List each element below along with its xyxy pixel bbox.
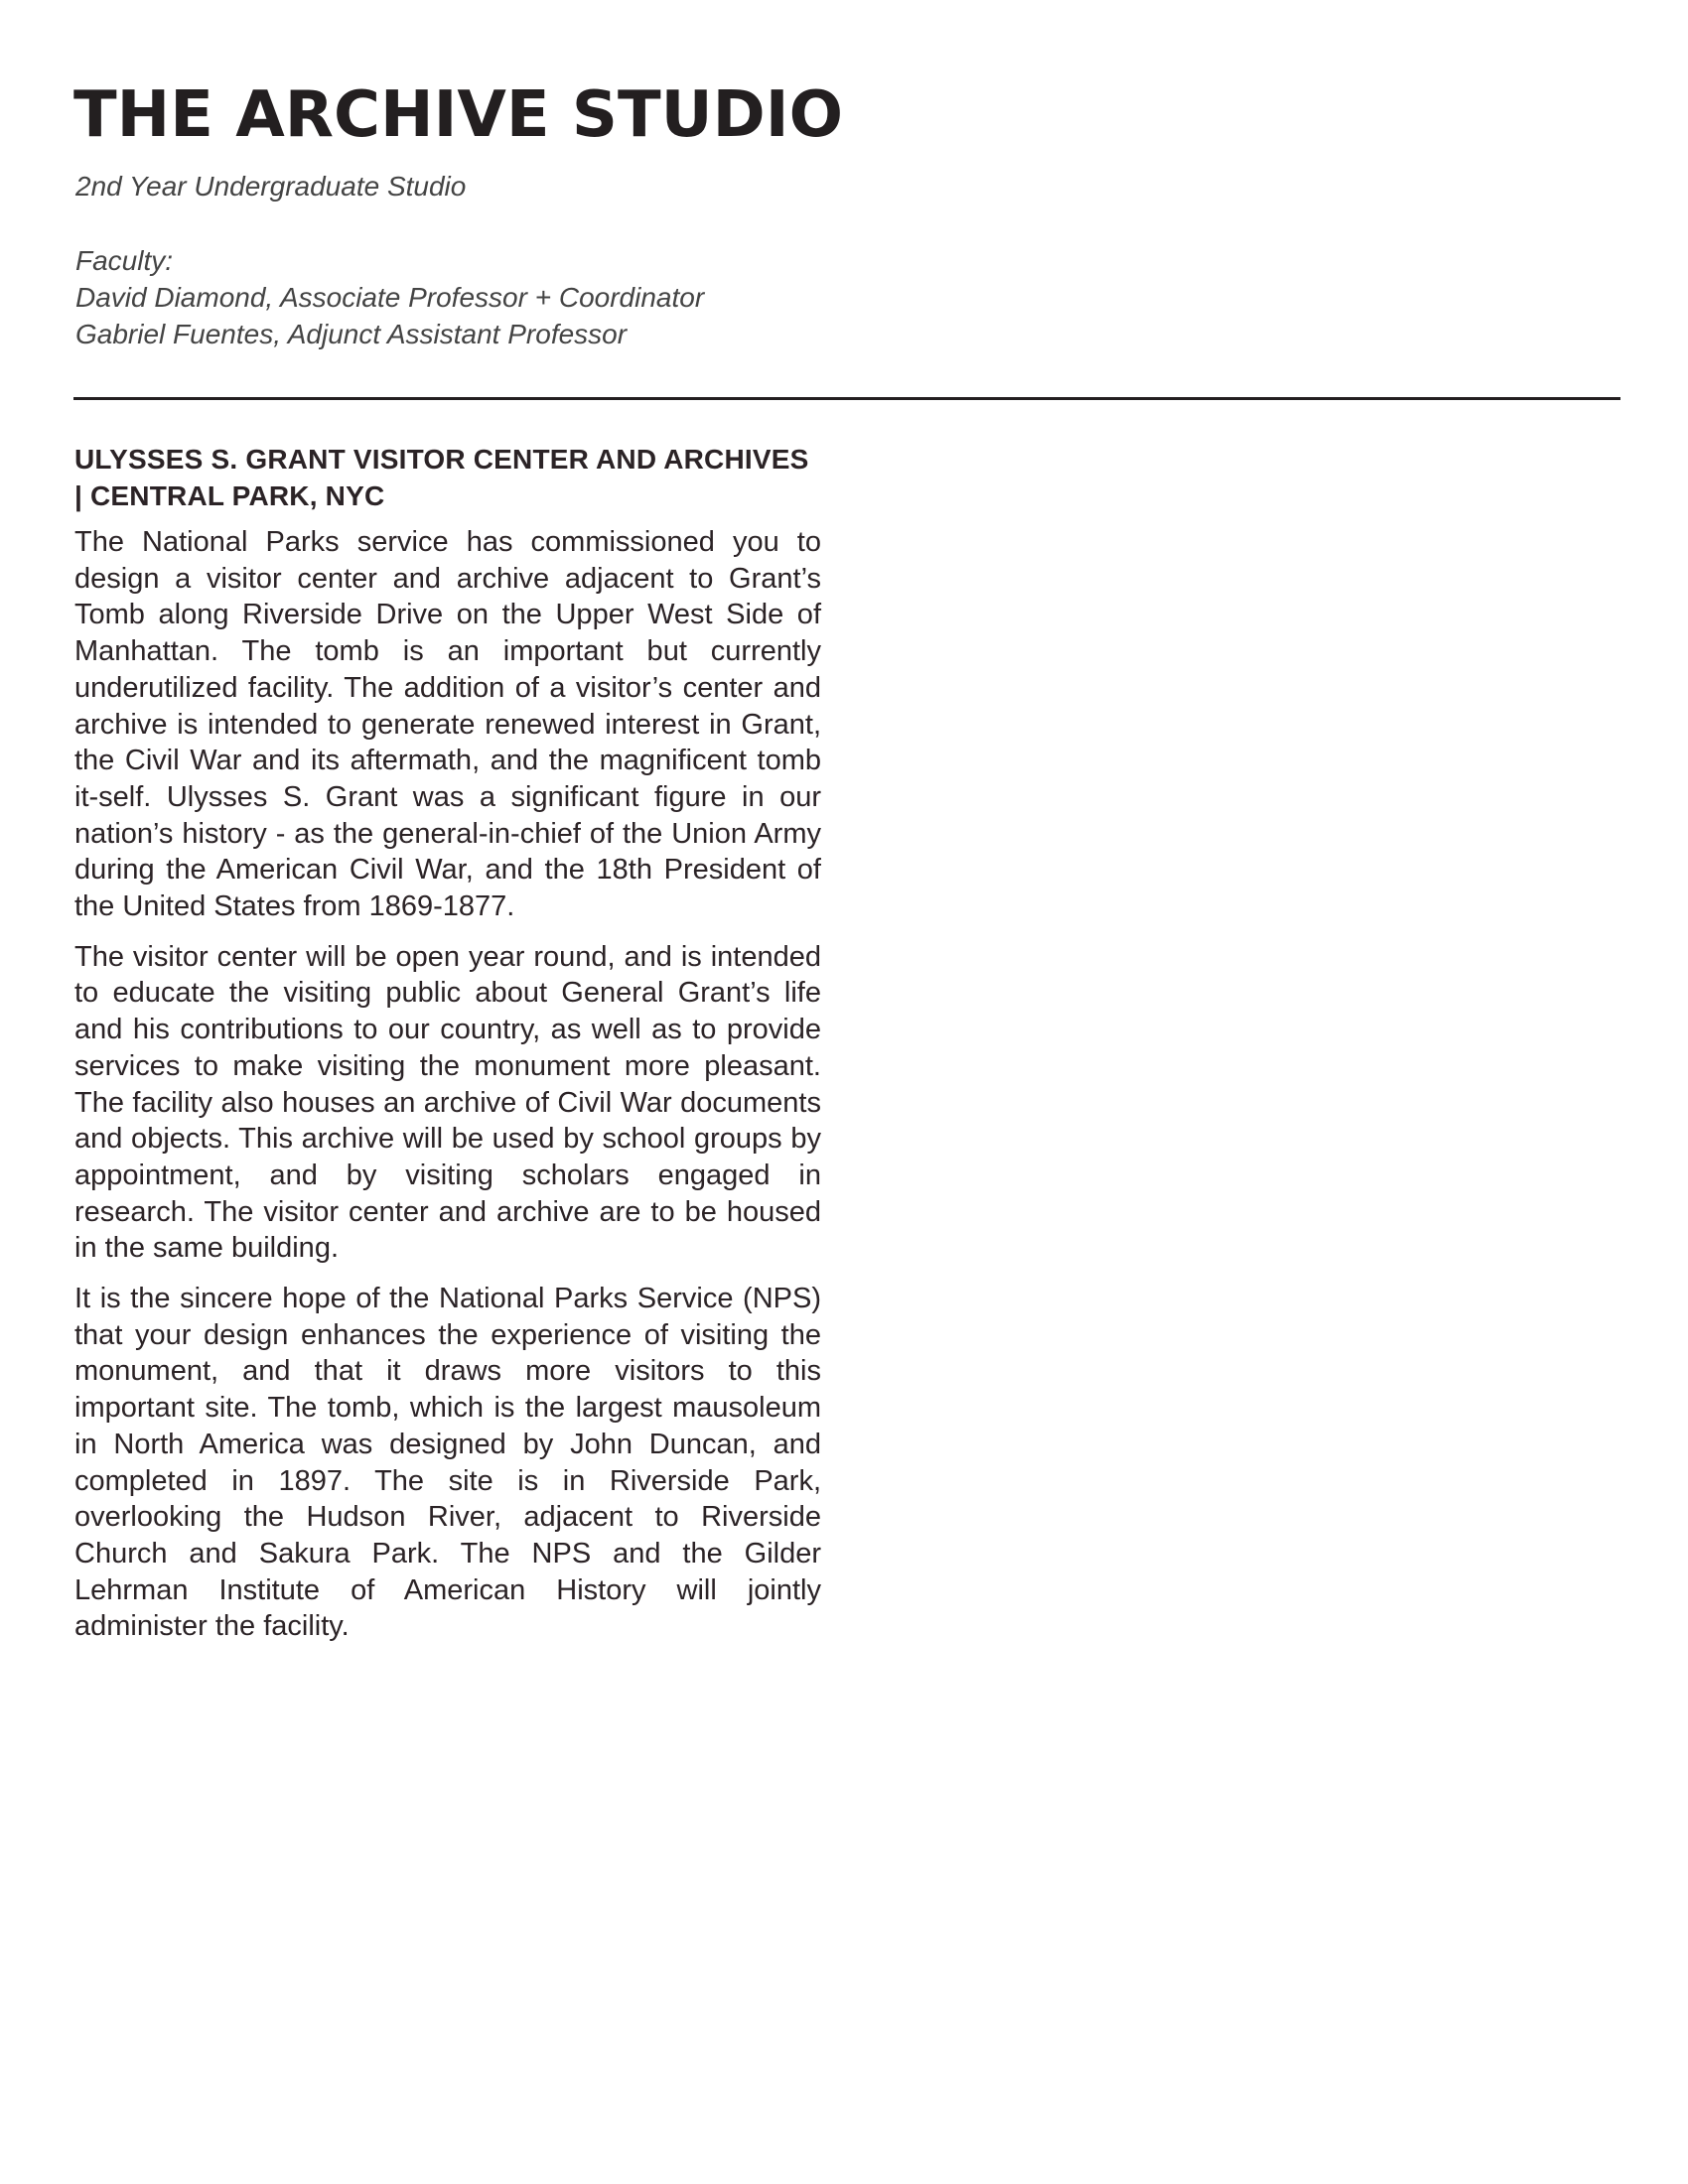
section-heading: ULYSSES S. GRANT VISITOR CENTER AND ARCHIVES | CENTRAL PARK, NYC xyxy=(74,444,809,511)
page-title: THE ARCHIVE STUDIO xyxy=(73,78,843,152)
studio-subtitle: 2nd Year Undergraduate Studio xyxy=(75,171,467,202)
faculty-block xyxy=(75,242,704,352)
brief-paragraph: The visitor center will be open year round, and is intended to educate the visiting public about General Grant’s life and his contributions to our country, as well as to provide services to make visiting the monument more pleasant. The facility also houses an archive of Civil War documents and objects. This archive will be used by school groups by appointment, and by visiting scholars engaged in research. The visitor center and archive are to be housed in the same building. xyxy=(74,940,821,1265)
project-brief xyxy=(74,441,821,1659)
header-divider xyxy=(73,397,1620,400)
faculty-member: David Diamond, Associate Professor + Coordinator xyxy=(75,282,705,313)
faculty-label: Faculty: xyxy=(75,245,174,276)
brief-paragraph: The National Parks service has commissioned you to design a visitor center and archive adjacent to Grant’s Tomb along Riverside Drive on the Upper West Side of Manhattan. The tomb is an important but currently underutilized facility. The addition of a visitor’s center and archive is intended to generate renewed interest in Grant, the Civil War and its aftermath, and the magnificent tomb it-self. Ulysses S. Grant was a significant figure in our nation’s history - as the general-in-chief of the Union Army during the American Civil War, and the 18th President of the United States from 1869-1877. xyxy=(74,526,821,923)
faculty-member: Gabriel Fuentes, Adjunct Assistant Professor xyxy=(75,319,628,349)
brief-paragraph: It is the sincere hope of the National Parks Service (NPS) that your design enhances the experience of visiting the monument, and that it draws more visitors to this important site. The tomb, which is the largest mausoleum in North America was designed by John Duncan, and completed in 1897. The site is in Riverside Park, overlooking the Hudson River, adjacent to Riverside Church and Sakura Park. The NPS and the Gilder Lehrman Institute of American History will jointly administer the facility. xyxy=(74,1283,821,1643)
